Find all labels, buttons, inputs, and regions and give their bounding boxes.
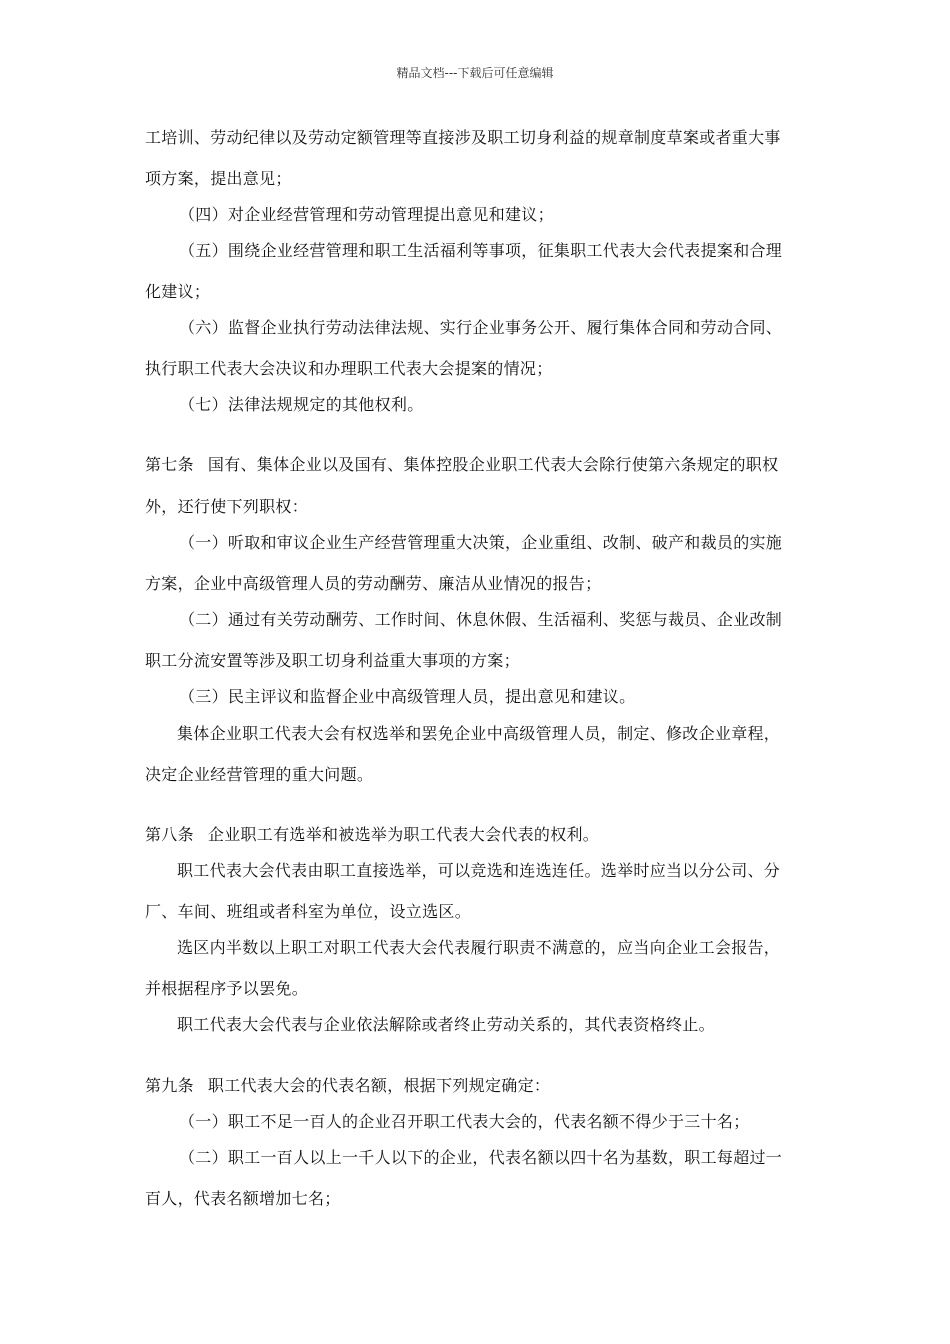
article-8-line bbox=[145, 825, 599, 845]
paragraph-line: 职工分流安置等涉及职工切身利益重大事项的方案； bbox=[145, 651, 520, 670]
page-header: 精品文档---下载后可任意编辑 bbox=[396, 66, 554, 80]
paragraph-line: 并根据程序予以罢免。 bbox=[145, 979, 309, 998]
paragraph-line: （一）职工不足一百人的企业召开职工代表大会的，代表名额不得少于三十名； bbox=[179, 1112, 750, 1131]
paragraph-line: （六）监督企业执行劳动法律法规、实行企业事务公开、履行集体合同和劳动合同、 bbox=[179, 318, 783, 337]
article-text: 企业职工有选举和被选举为职工代表大会代表的权利。 bbox=[207, 825, 600, 844]
paragraph-line: （二）职工一百人以上一千人以下的企业，代表名额以四十名为基数，职工每超过一 bbox=[179, 1148, 783, 1167]
paragraph-line: 职工代表大会代表由职工直接选举，可以竞选和连选连任。选举时应当以分公司、分 bbox=[177, 861, 781, 880]
article-9-line bbox=[145, 1076, 550, 1096]
article-text: 国有、集体企业以及国有、集体控股企业职工代表大会除行使第六条规定的职权 bbox=[207, 455, 779, 474]
paragraph-line: 方案，企业中高级管理人员的劳动酬劳、廉洁从业情况的报告； bbox=[145, 574, 602, 593]
article-text: 职工代表大会的代表名额，根据下列规定确定： bbox=[207, 1076, 551, 1095]
article-7-line bbox=[145, 455, 778, 475]
paragraph-line: 决定企业经营管理的重大问题。 bbox=[145, 765, 374, 784]
paragraph-line: 厂、车间、班组或者科室为单位，设立选区。 bbox=[145, 902, 472, 921]
paragraph-line: 百人，代表名额增加七名； bbox=[145, 1189, 341, 1208]
paragraph-line: 选区内半数以上职工对职工代表大会代表履行职责不满意的，应当向企业工会报告， bbox=[177, 938, 781, 957]
paragraph-line: 化建议； bbox=[145, 282, 211, 301]
paragraph-line: 项方案，提出意见； bbox=[145, 169, 292, 188]
paragraph-line: 外，还行使下列职权： bbox=[145, 497, 309, 516]
article-number: 第九条 bbox=[145, 1076, 194, 1095]
paragraph-line: （三）民主评议和监督企业中高级管理人员，提出意见和建议。 bbox=[179, 687, 636, 706]
paragraph-line: 集体企业职工代表大会有权选举和罢免企业中高级管理人员，制定、修改企业章程， bbox=[177, 724, 781, 743]
paragraph-line: 执行职工代表大会决议和办理职工代表大会提案的情况； bbox=[145, 359, 553, 378]
paragraph-line: （五）围绕企业经营管理和职工生活福利等事项，征集职工代表大会代表提案和合理 bbox=[179, 241, 783, 260]
paragraph-line: 职工代表大会代表与企业依法解除或者终止劳动关系的，其代表资格终止。 bbox=[177, 1015, 715, 1034]
article-number: 第七条 bbox=[145, 455, 194, 474]
article-number: 第八条 bbox=[145, 825, 194, 844]
paragraph-line: 工培训、劳动纪律以及劳动定额管理等直接涉及职工切身利益的规章制度草案或者重大事 bbox=[145, 128, 781, 147]
paragraph-line: （一）听取和审议企业生产经营管理重大决策，企业重组、改制、破产和裁员的实施 bbox=[179, 533, 783, 552]
paragraph-line: （二）通过有关劳动酬劳、工作时间、休息休假、生活福利、奖惩与裁员、企业改制 bbox=[179, 610, 783, 629]
paragraph-line: （四）对企业经营管理和劳动管理提出意见和建议； bbox=[179, 205, 554, 224]
paragraph-line: （七）法律法规规定的其他权利。 bbox=[179, 395, 424, 414]
